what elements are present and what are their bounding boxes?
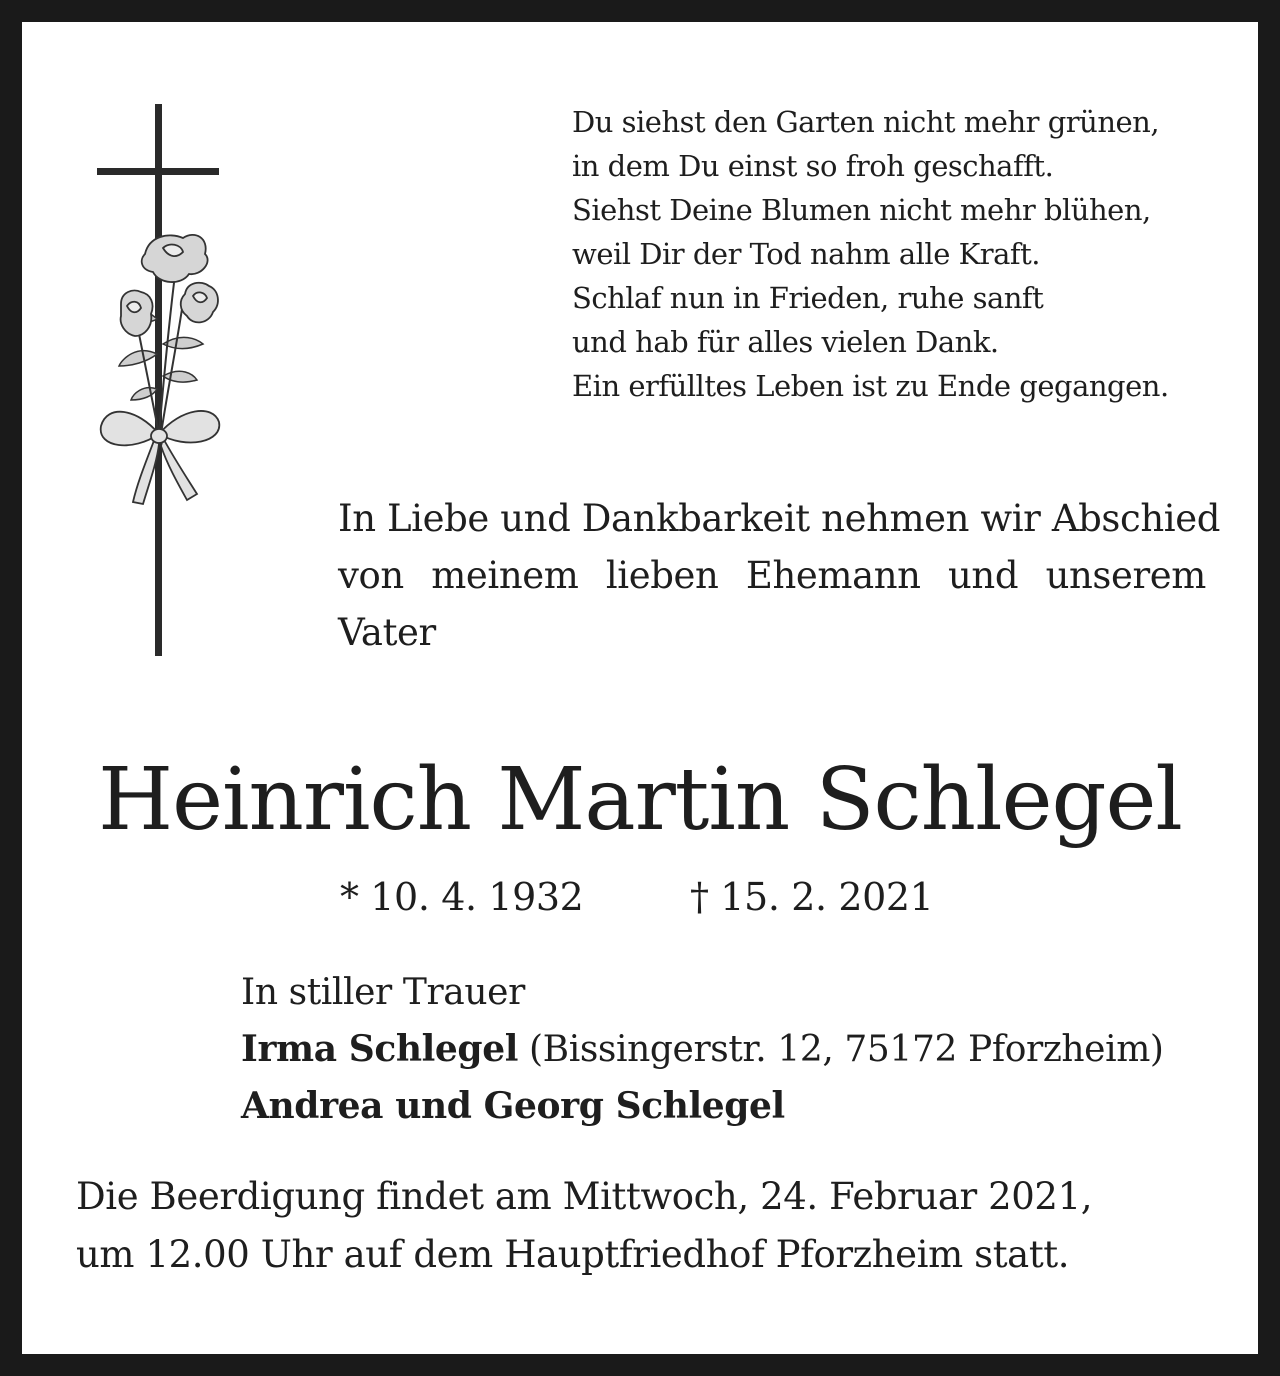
farewell-text xyxy=(338,490,1220,661)
poem-line: und hab für alles vielen Dank. xyxy=(572,325,999,359)
mourner-line-1 xyxy=(241,1021,1221,1078)
farewell-word: Ehemann xyxy=(745,554,921,597)
death-date: † 15. 2. 2021 xyxy=(690,875,934,919)
mourner-line-2: Andrea und Georg Schlegel xyxy=(241,1085,785,1127)
farewell-word: unserem xyxy=(1045,554,1206,597)
farewell-word: meinem xyxy=(431,554,579,597)
poem-line: Siehst Deine Blumen nicht mehr blühen, xyxy=(572,193,1151,227)
farewell-line-2 xyxy=(338,547,1206,604)
farewell-line-1: In Liebe und Dankbarkeit nehmen wir Abschied xyxy=(338,497,1220,540)
farewell-word: von xyxy=(338,554,404,597)
poem-line: Du siehst den Garten nicht mehr grünen, xyxy=(572,105,1160,139)
obituary-card xyxy=(22,22,1258,1354)
farewell-word: lieben xyxy=(605,554,719,597)
funeral-notice xyxy=(76,1168,1206,1284)
farewell-word: und xyxy=(948,554,1019,597)
farewell-line-3: Vater xyxy=(338,611,436,654)
mourner-address: (Bissingerstr. 12, 75172 Pforzheim) xyxy=(517,1029,1164,1070)
poem-line: Ein erfülltes Leben ist zu Ende gegangen. xyxy=(572,369,1169,403)
funeral-line-1: Die Beerdigung findet am Mittwoch, 24. Februar 2021, xyxy=(76,1175,1093,1218)
mourners-block xyxy=(241,964,1221,1135)
poem-line: in dem Du einst so froh geschafft. xyxy=(572,149,1054,183)
poem-line: weil Dir der Tod nahm alle Kraft. xyxy=(572,237,1041,271)
birth-date: * 10. 4. 1932 xyxy=(340,875,584,919)
poem xyxy=(572,100,1232,408)
funeral-line-2: um 12.00 Uhr auf dem Hauptfriedhof Pforzheim statt. xyxy=(76,1233,1070,1276)
deceased-name: Heinrich Martin Schlegel xyxy=(98,750,1182,850)
mourners-heading: In stiller Trauer xyxy=(241,972,525,1013)
cross-with-roses-icon xyxy=(97,104,227,656)
poem-line: Schlaf nun in Frieden, ruhe sanft xyxy=(572,281,1044,315)
mourner-name: Irma Schlegel xyxy=(241,1028,518,1070)
